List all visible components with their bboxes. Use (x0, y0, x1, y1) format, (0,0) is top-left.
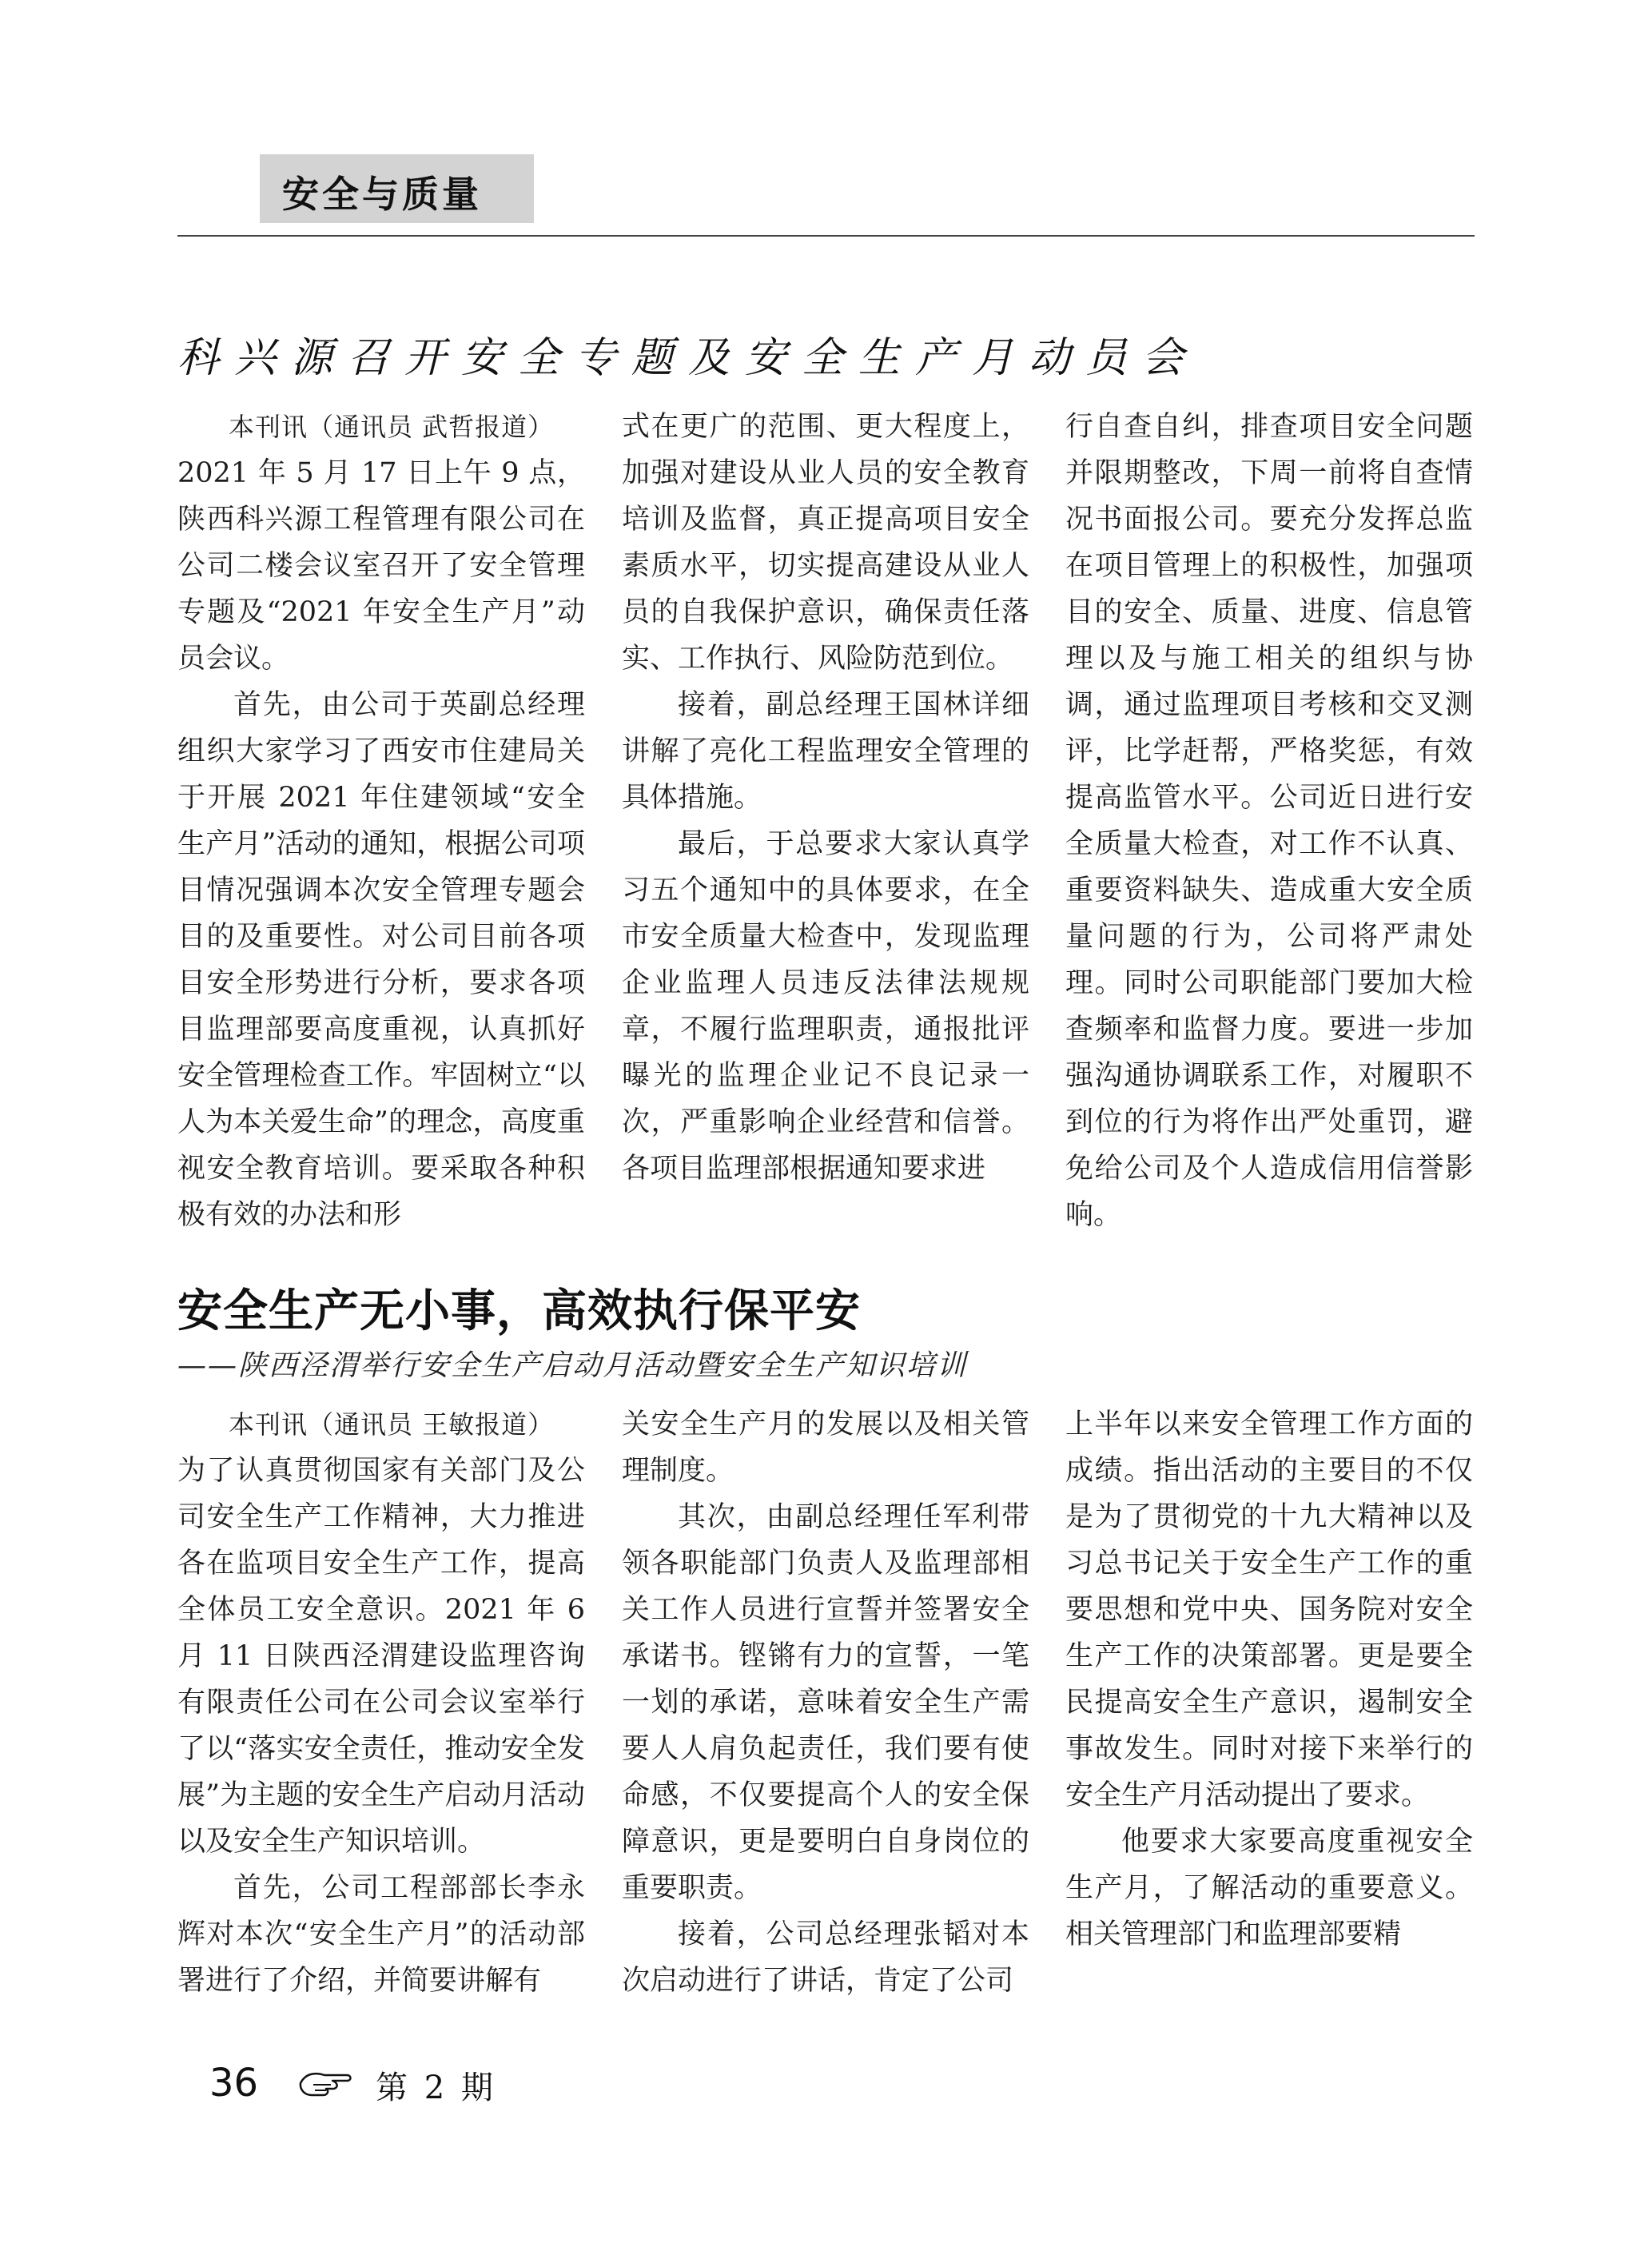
article1-title: 科兴源召开安全专题及安全生产月动员会 (177, 334, 1200, 382)
article1-paragraph: 最后，于总要求大家认真学习五个通知中的具体要求，在全市安全质量大检查中，发现监理企业监理人员违反法律法规规章，不履行监理职责，通报批评曝光的监理企业记不良记录一次，严重影响企业经营和信誉。各项目监理部根据通知要求进 (622, 828, 1029, 1185)
section-tag (260, 154, 534, 223)
article1-paragraph: 接着，副总经理王国林详细讲解了亮化工程监理安全管理的具体措施。 (622, 689, 1029, 814)
article2-paragraph: 首先，公司工程部部长李永辉对本次“安全生产月”的活动部署进行了介绍，并简要讲解有 (177, 1872, 585, 1997)
article1-paragraph: 首先，由公司于英副总经理组织大家学习了西安市住建局关于开展 2021 年住建领域“安全生产月”活动的通知，根据公司项目情况强调本次安全管理专题会目的及重要性。对公司目前各项目安全形势进行分析，要求各项目监理部要高度重视，认真抓好安全管理检查工作。牢固树立“以人为本关爱生命”的理念，高度重视安全教育培训。要采取各种积极有效的办法和形 (177, 689, 585, 1231)
article2-column-2 (622, 1401, 1029, 2065)
article2-column-1 (177, 1401, 585, 2065)
article2-paragraph: 关安全生产月的发展以及相关管理制度。 (622, 1408, 1029, 1487)
page-number: 36 (209, 2061, 259, 2106)
article1-column-1 (177, 404, 585, 1251)
section-tag-label: 安全与质量 (282, 173, 482, 216)
article2-title: 安全生产无小事，高效执行保平安 (177, 1285, 861, 1337)
article2-paragraph: 为了认真贯彻国家有关部门及公司安全生产工作精神，大力推进各在监项目安全生产工作，提高全体员工安全意识。2021 年 6 月 11 日陕西泾渭建设监理咨询有限责任公司在公司会议室举行了以“落实安全责任，推动安全发展”为主题的安全生产启动月活动以及安全生产知识培训。 (177, 1455, 585, 1858)
article2-byline: 本刊讯（通讯员 王敏报道） (229, 1409, 555, 1440)
header-rule (177, 235, 1475, 237)
article1-paragraph: 式在更广的范围、更大程度上，加强对建设从业人员的安全教育培训及监督，真正提高项目安全素质水平，切实提高建设从业人员的自我保护意识，确保责任落实、工作执行、风险防范到位。 (622, 411, 1029, 675)
article1-column-3 (1065, 404, 1473, 1251)
article2-paragraph: 他要求大家要高度重视安全生产月，了解活动的重要意义。相关管理部门和监理部要精 (1065, 1826, 1473, 1950)
article1-column-2 (622, 404, 1029, 1251)
hand-pointer-icon (297, 2067, 355, 2099)
article2-paragraph: 上半年以来安全管理工作方面的成绩。指出活动的主要目的不仅是为了贯彻党的十九大精神以及习总书记关于安全生产工作的重要思想和党中央、国务院对安全生产工作的决策部署。更是要全民提高安全生产意识，遏制安全事故发生。同时对接下来举行的安全生产月活动提出了要求。 (1065, 1408, 1473, 1811)
article2-paragraph: 其次，由副总经理任军利带领各职能部门负责人及监理部相关工作人员进行宣誓并签署安全承诺书。铿锵有力的宣誓，一笔一划的承诺，意味着安全生产需要人人肩负起责任，我们要有使命感，不仅要提高个人的安全保障意识，更是要明白自身岗位的重要职责。 (622, 1501, 1029, 1904)
article1-paragraph: 2021 年 5 月 17 日上午 9 点，陕西科兴源工程管理有限公司在公司二楼会议室召开了安全管理专题及“2021 年安全生产月”动员会议。 (177, 457, 585, 675)
issue-label: 第 2 期 (376, 2070, 496, 2106)
article2-subtitle: ——陕西泾渭举行安全生产启动月活动暨安全生产知识培训 (177, 1349, 968, 1382)
article1-paragraph: 行自查自纠，排查项目安全问题并限期整改，下周一前将自查情况书面报公司。要充分发挥总监在项目管理上的积极性，加强项目的安全、质量、进度、信息管理以及与施工相关的组织与协调，通过监理项目考核和交叉测评，比学赶帮，严格奖惩，有效提高监管水平。公司近日进行安全质量大检查，对工作不认真、重要资料缺失、造成重大安全质量问题的行为，公司将严肃处理。同时公司职能部门要加大检查频率和监督力度。要进一步加强沟通协调联系工作，对履职不到位的行为将作出严处重罚，避免给公司及个人造成信用信誉影响。 (1065, 411, 1473, 1231)
article2-column-3 (1065, 1401, 1473, 2065)
article1-byline: 本刊讯（通讯员 武哲报道） (229, 412, 555, 442)
article2-paragraph: 接着，公司总经理张韬对本次启动进行了讲话，肯定了公司 (622, 1918, 1029, 1997)
